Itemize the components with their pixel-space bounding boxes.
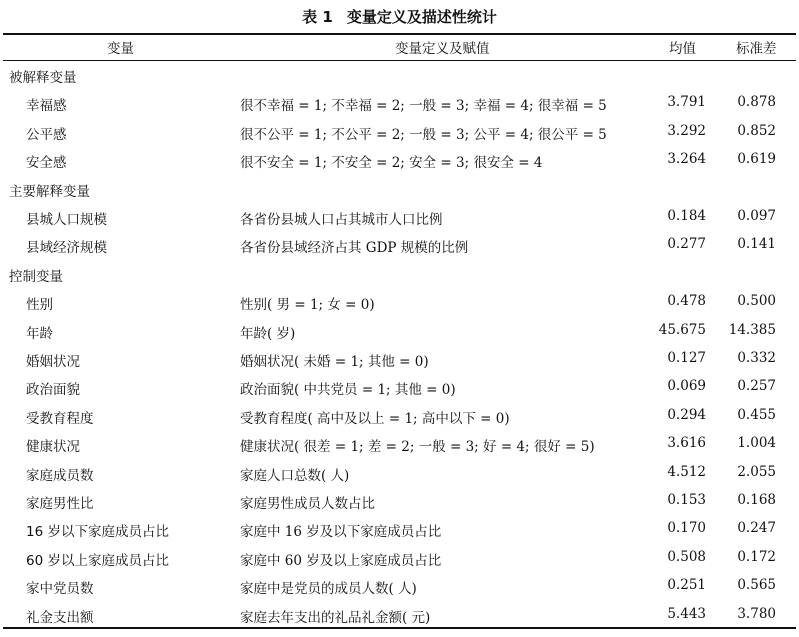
- mean-value: 0.478: [667, 293, 706, 310]
- sd-value: 14.385: [728, 321, 776, 338]
- section-row: [0, 265, 799, 293]
- mean-value: 0.508: [667, 548, 706, 565]
- table-row: [0, 151, 799, 179]
- header-sd: 标准差: [736, 41, 777, 57]
- variable-name: 16 岁以下家庭成员占比: [26, 524, 169, 541]
- mean-value: 3.616: [667, 435, 706, 452]
- table-row: [0, 407, 799, 435]
- table-row: [0, 123, 799, 151]
- table-row: [0, 378, 799, 406]
- variable-name: 县城人口规模: [26, 212, 107, 228]
- variable-name: 县域经济规模: [26, 240, 107, 257]
- variable-name: 政治面貌: [26, 382, 80, 399]
- variable-definition: 性别( 男 = 1; 女 = 0): [240, 297, 375, 314]
- table-row: [0, 208, 799, 236]
- variable-name: 公平感: [26, 126, 67, 143]
- mean-value: 0.294: [667, 406, 706, 423]
- table-row: [0, 322, 799, 350]
- variable-definition: 家庭男性成员人数占比: [240, 496, 375, 512]
- sd-value: 0.247: [737, 520, 776, 537]
- sd-value: 0.332: [737, 350, 776, 366]
- table-row: [0, 236, 799, 264]
- mean-value: 0.153: [667, 492, 706, 508]
- top-rule: [3, 33, 796, 35]
- sd-value: 0.257: [737, 378, 776, 395]
- variable-definition: 很不公平 = 1; 不公平 = 2; 一般 = 3; 公平 = 4; 很公平 = 5: [240, 126, 607, 143]
- variable-name: 家庭男性比: [26, 496, 94, 512]
- header-definition: 变量定义及赋值: [395, 41, 490, 57]
- variable-name: 幸福感: [26, 98, 67, 115]
- section-label: 被解释变量: [9, 70, 77, 86]
- sd-value: 0.619: [737, 151, 776, 168]
- sd-value: 1.004: [737, 435, 776, 452]
- mean-value: 0.127: [667, 350, 706, 366]
- table-row: [0, 520, 799, 548]
- variable-definition: 家庭中 16 岁及以下家庭成员占比: [240, 524, 442, 541]
- variable-definition: 各省份县域经济占其 GDP 规模的比例: [240, 240, 469, 257]
- variable-definition: 健康状况( 很差 = 1; 差 = 2; 一般 = 3; 好 = 4; 很好 = 5): [240, 439, 595, 456]
- sd-value: 0.455: [737, 406, 776, 423]
- variable-name: 受教育程度: [26, 410, 94, 427]
- table-row: [0, 549, 799, 577]
- mean-value: 4.512: [667, 463, 706, 480]
- bottom-rule: [3, 627, 796, 629]
- variable-definition: 很不安全 = 1; 不安全 = 2; 安全 = 3; 很安全 = 4: [240, 155, 543, 172]
- section-label: 主要解释变量: [9, 183, 90, 200]
- section-row: [0, 180, 799, 208]
- mean-value: 0.184: [667, 208, 706, 224]
- sd-value: 0.878: [737, 94, 776, 111]
- variable-definition: 家庭去年支出的礼品礼金额( 元): [240, 609, 431, 626]
- sd-value: 0.168: [737, 492, 776, 508]
- variable-name: 健康状况: [26, 439, 80, 456]
- variable-definition: 受教育程度( 高中及以上 = 1; 高中以下 = 0): [240, 410, 510, 427]
- variable-definition: 家庭中 60 岁及以上家庭成员占比: [240, 552, 442, 569]
- variable-name: 60 岁以上家庭成员占比: [26, 552, 169, 569]
- mean-value: 3.264: [667, 151, 706, 168]
- variable-definition: 很不幸福 = 1; 不幸福 = 2; 一般 = 3; 幸福 = 4; 很幸福 = 5: [240, 98, 607, 115]
- header-rule: [3, 60, 796, 61]
- header-variable: 变量: [107, 41, 134, 57]
- variable-name: 家中党员数: [26, 581, 94, 598]
- variable-definition: 各省份县城人口占其城市人口比例: [240, 212, 443, 228]
- table-row: [0, 293, 799, 321]
- sd-value: 0.565: [737, 577, 776, 594]
- variable-definition: 政治面貌( 中共党员 = 1; 其他 = 0): [240, 382, 456, 399]
- sd-value: 3.780: [737, 605, 776, 622]
- sd-value: 2.055: [737, 463, 776, 480]
- variable-name: 安全感: [26, 155, 67, 172]
- section-row: [0, 66, 799, 94]
- variable-definition: 家庭中是党员的成员人数( 人): [240, 581, 417, 598]
- variable-definition: 家庭人口总数( 人): [240, 467, 350, 484]
- mean-value: 0.251: [667, 577, 706, 594]
- variable-definition: 年龄( 岁): [240, 325, 296, 342]
- table-row: [0, 435, 799, 463]
- variable-name: 性别: [26, 297, 53, 314]
- mean-value: 3.292: [667, 122, 706, 139]
- mean-value: 0.277: [667, 236, 706, 253]
- sd-value: 0.141: [737, 236, 776, 253]
- table-caption: [0, 6, 799, 27]
- table-row: [0, 94, 799, 122]
- mean-value: 45.675: [658, 321, 706, 338]
- table-row: [0, 350, 799, 378]
- table-row: [0, 464, 799, 492]
- table-title: 变量定义及描述性统计: [346, 8, 497, 26]
- mean-value: 3.791: [667, 94, 706, 111]
- variable-name: 年龄: [26, 325, 53, 342]
- header-mean: 均值: [669, 41, 696, 57]
- table-row: [0, 577, 799, 605]
- variable-name: 婚姻状况: [26, 354, 80, 370]
- sd-value: 0.500: [737, 293, 776, 310]
- sd-value: 0.097: [737, 208, 776, 224]
- variable-name: 家庭成员数: [26, 467, 94, 484]
- table-number: 表 1: [302, 8, 333, 26]
- sd-value: 0.172: [737, 548, 776, 565]
- table-row: [0, 606, 799, 634]
- mean-value: 0.069: [667, 378, 706, 395]
- mean-value: 5.443: [667, 605, 706, 622]
- mean-value: 0.170: [667, 520, 706, 537]
- table-row: [0, 492, 799, 520]
- variable-definition: 婚姻状况( 未婚 = 1; 其他 = 0): [240, 354, 429, 370]
- section-label: 控制变量: [9, 268, 63, 285]
- sd-value: 0.852: [737, 122, 776, 139]
- variable-name: 礼金支出额: [26, 609, 94, 626]
